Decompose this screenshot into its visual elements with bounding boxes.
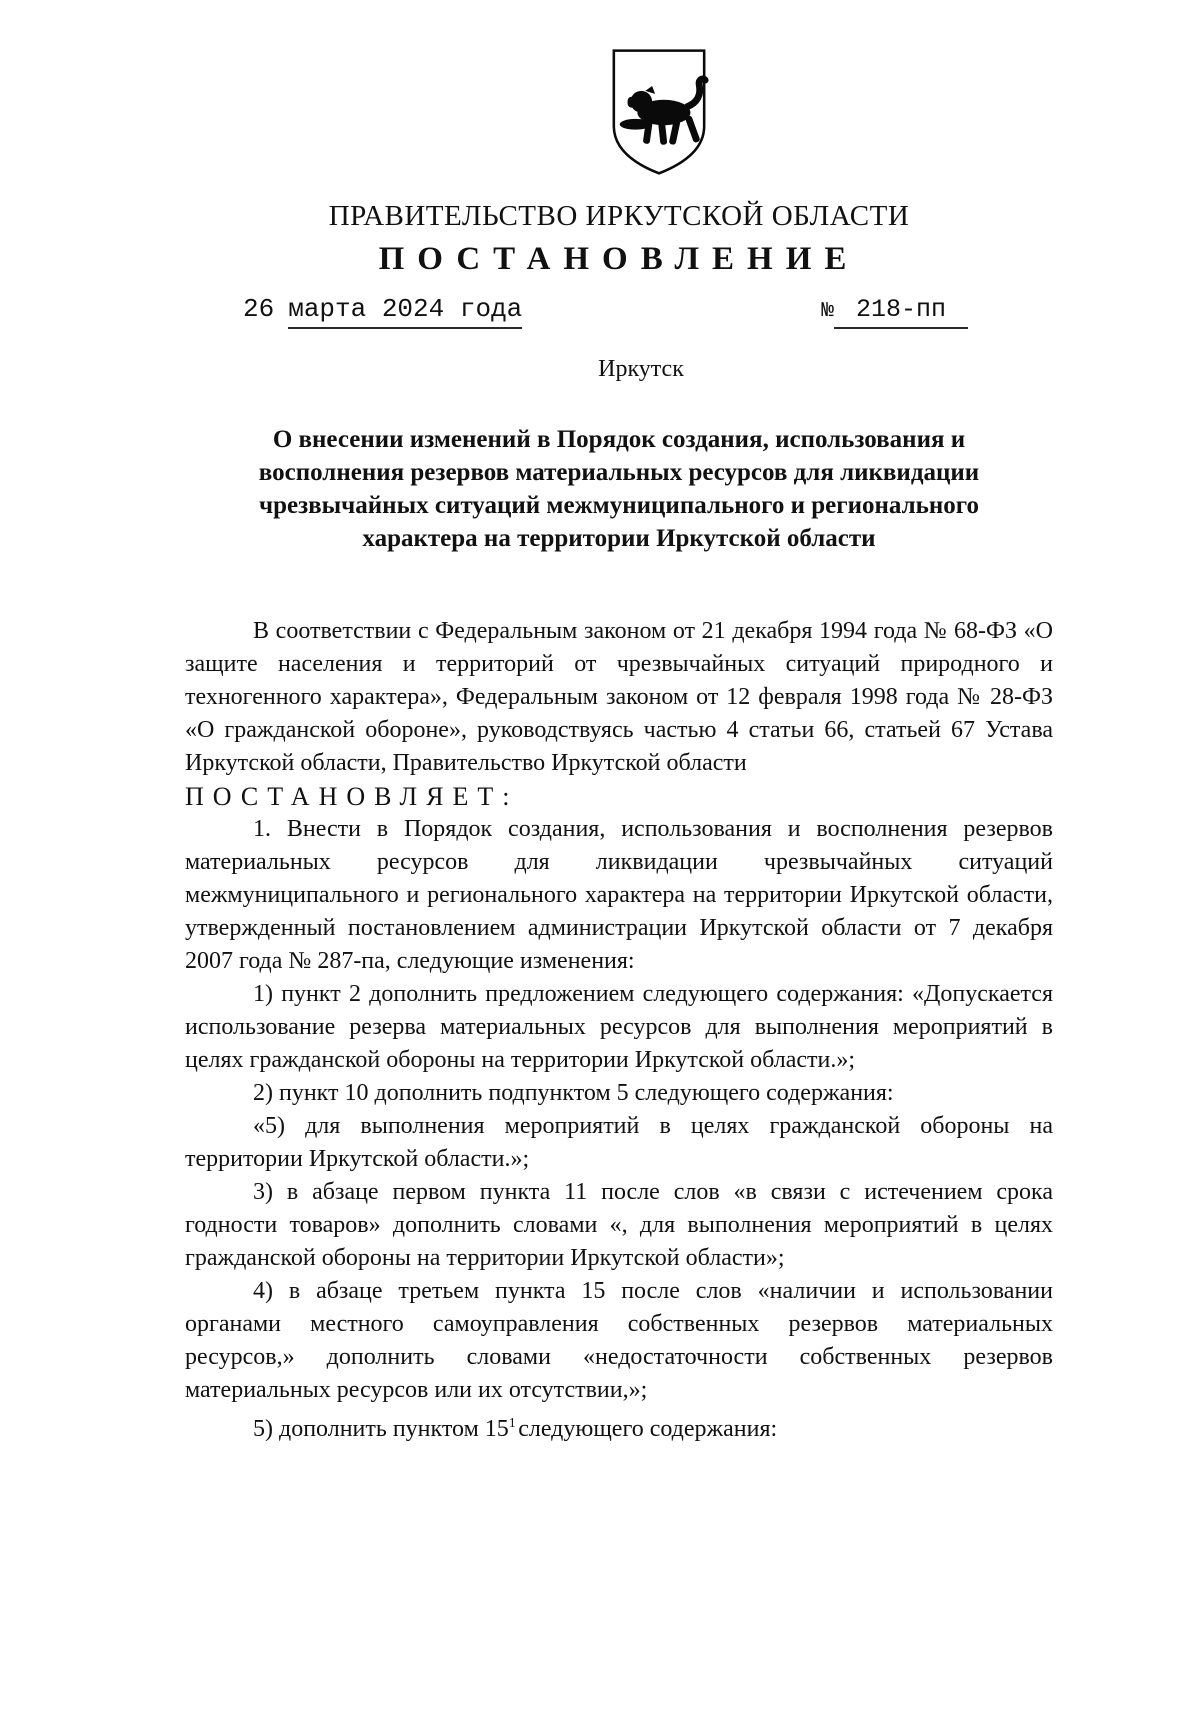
number-sign: № <box>821 300 834 323</box>
paragraph-subitem-4: 4) в абзаце третьем пункта 15 после слов «наличии и использовании органами местного самоуправления собственных резервов материальных ресурсов,» дополнить словами «недостаточности собственных резервов материальных ресурсов или их отсутствии,»; <box>185 1278 1053 1403</box>
emblem-row <box>185 45 1053 184</box>
doc-number <box>821 295 968 324</box>
paragraph-subitem-1: 1) пункт 2 дополнить предложением следующего содержания: «Допускается использование резерва материальных ресурсов для выполнения мероприятий в целях гражданской обороны на территории Иркутской области.»; <box>185 981 1053 1073</box>
paragraph-subitem-3: 3) в абзаце первом пункта 11 после слов «в связи с истечением срока годности товаров» дополнить словами «, для выполнения мероприятий в целях гражданской обороны на территории Иркутской области»; <box>185 1179 1053 1271</box>
coat-of-arms-icon <box>605 45 713 179</box>
city-line: Иркутск <box>598 356 684 382</box>
subitem-5-pre: 5) дополнить пунктом 15 <box>253 1416 509 1442</box>
number-value: 218-пп <box>834 295 968 329</box>
paragraph-preamble: В соответствии с Федеральным законом от 21 декабря 1994 года № 68-ФЗ «О защите населения и территорий от чрезвычайных ситуаций природного и техногенного характера», Федеральным законом от 12 февраля 1998 года № 28-ФЗ «О гражданской обороне», руководствуясь частью 4 статьи 66, статьей 67 Устава Иркутской области, Правительство Иркутской области <box>185 618 1053 776</box>
paragraph-subitem-2: 2) пункт 10 дополнить подпунктом 5 следующего содержания: <box>253 1080 894 1106</box>
date-underlined: марта 2024 года <box>288 294 522 329</box>
doc-body <box>185 615 1053 1446</box>
date-number-row <box>185 294 1053 324</box>
subitem-5-post: следующего содержания: <box>518 1416 778 1442</box>
subitem-5-superscript: 1 <box>508 1416 516 1431</box>
date-day: 26 <box>243 294 275 324</box>
doc-title: О внесении изменений в Порядок создания, использования и восполнения резервов материальных ресурсов для ликвидации чрезвычайных ситуаций межмуниципального и регионального характера на территории Иркутской области <box>258 426 980 552</box>
resolves-line: ПОСТАНОВЛЯЕТ: <box>185 782 519 811</box>
paragraph-subitem-5 <box>185 1407 1053 1446</box>
date-line <box>243 294 522 324</box>
paragraph-item-1: 1. Внести в Порядок создания, использования и восполнения резервов материальных ресурсов для ликвидации чрезвычайных ситуаций межмуниципального и регионального характера на территории Иркутской области, утвержденный постановлением администрации Иркутской области от 7 декабря 2007 года № 287-па, следующие изменения: <box>185 816 1053 974</box>
org-name: ПРАВИТЕЛЬСТВО ИРКУТСКОЙ ОБЛАСТИ <box>328 200 910 232</box>
doc-type-title: ПОСТАНОВЛЕНИЕ <box>378 241 860 277</box>
paragraph-subitem-2-quote: «5) для выполнения мероприятий в целях гражданской обороны на территории Иркутской области.»; <box>185 1113 1053 1172</box>
